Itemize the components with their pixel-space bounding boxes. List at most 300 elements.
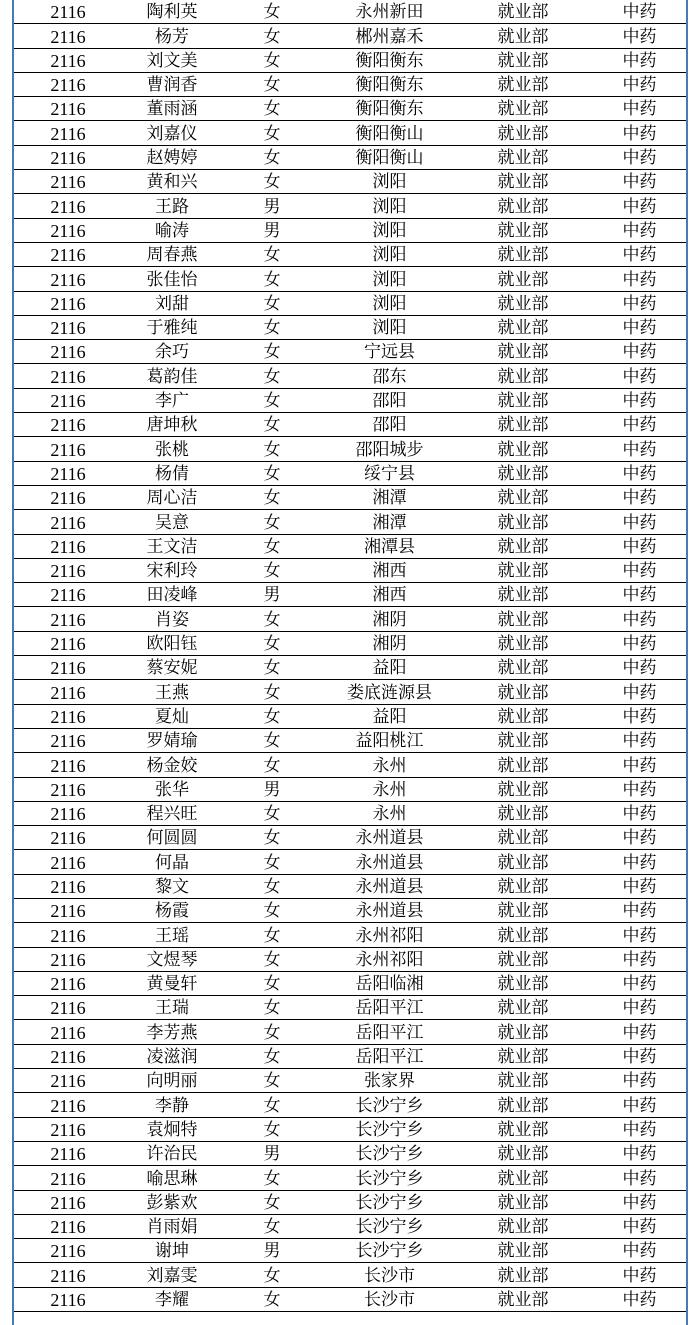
class-cell: 2116 bbox=[14, 1069, 122, 1093]
table-row bbox=[14, 1190, 688, 1214]
origin-cell: 衡阳衡东 bbox=[322, 97, 457, 121]
name-cell: 王文洁 bbox=[122, 534, 222, 558]
class-cell: 2116 bbox=[14, 437, 122, 461]
table-row bbox=[14, 145, 688, 169]
class-cell: 2116 bbox=[14, 971, 122, 995]
name-cell: 曹润香 bbox=[122, 72, 222, 96]
table-row bbox=[14, 364, 688, 388]
major-cell: 中药 bbox=[589, 777, 688, 801]
department-cell: 就业部 bbox=[457, 534, 589, 558]
gender-cell: 男 bbox=[222, 583, 322, 607]
class-cell: 2116 bbox=[14, 607, 122, 631]
gender-cell: 女 bbox=[222, 485, 322, 509]
origin-cell: 长沙宁乡 bbox=[322, 1093, 457, 1117]
department-cell: 就业部 bbox=[457, 1044, 589, 1068]
major-cell: 中药 bbox=[589, 510, 688, 534]
spreadsheet bbox=[12, 0, 688, 1325]
name-cell: 凌滋润 bbox=[122, 1044, 222, 1068]
name-cell: 刘嘉雯 bbox=[122, 1263, 222, 1287]
gender-cell: 男 bbox=[222, 194, 322, 218]
gender-cell: 女 bbox=[222, 72, 322, 96]
table-row bbox=[14, 1166, 688, 1190]
table-row bbox=[14, 437, 688, 461]
table-row bbox=[14, 461, 688, 485]
gender-cell: 女 bbox=[222, 656, 322, 680]
department-cell: 就业部 bbox=[457, 170, 589, 194]
department-cell: 就业部 bbox=[457, 461, 589, 485]
department-cell: 就业部 bbox=[457, 631, 589, 655]
name-cell: 周心洁 bbox=[122, 485, 222, 509]
gender-cell: 女 bbox=[222, 534, 322, 558]
major-cell: 中药 bbox=[589, 170, 688, 194]
class-cell: 2116 bbox=[14, 680, 122, 704]
gender-cell: 女 bbox=[222, 170, 322, 194]
name-cell: 唐坤秋 bbox=[122, 413, 222, 437]
gender-cell: 女 bbox=[222, 1214, 322, 1238]
department-cell: 就业部 bbox=[457, 1069, 589, 1093]
gender-cell: 女 bbox=[222, 898, 322, 922]
origin-cell: 湘阴 bbox=[322, 631, 457, 655]
origin-cell: 衡阳衡山 bbox=[322, 121, 457, 145]
department-cell: 就业部 bbox=[457, 315, 589, 339]
department-cell: 就业部 bbox=[457, 1117, 589, 1141]
gender-cell: 女 bbox=[222, 510, 322, 534]
class-cell: 2116 bbox=[14, 48, 122, 72]
table-row bbox=[14, 1239, 688, 1263]
department-cell: 就业部 bbox=[457, 801, 589, 825]
table-row bbox=[14, 558, 688, 582]
table-row bbox=[14, 413, 688, 437]
name-cell: 罗婧瑜 bbox=[122, 728, 222, 752]
gender-cell: 女 bbox=[222, 923, 322, 947]
department-cell: 就业部 bbox=[457, 1093, 589, 1117]
class-cell: 2116 bbox=[14, 461, 122, 485]
table-row bbox=[14, 218, 688, 242]
department-cell: 就业部 bbox=[457, 850, 589, 874]
table-body bbox=[14, 0, 688, 1312]
name-cell: 杨倩 bbox=[122, 461, 222, 485]
table-row bbox=[14, 850, 688, 874]
department-cell: 就业部 bbox=[457, 485, 589, 509]
class-cell: 2116 bbox=[14, 1239, 122, 1263]
department-cell: 就业部 bbox=[457, 437, 589, 461]
table-row bbox=[14, 680, 688, 704]
table-row bbox=[14, 1214, 688, 1238]
department-cell: 就业部 bbox=[457, 48, 589, 72]
gender-cell: 女 bbox=[222, 121, 322, 145]
class-cell: 2116 bbox=[14, 753, 122, 777]
origin-cell: 浏阳 bbox=[322, 242, 457, 266]
name-cell: 吴意 bbox=[122, 510, 222, 534]
gender-cell: 女 bbox=[222, 1287, 322, 1311]
class-cell: 2116 bbox=[14, 728, 122, 752]
department-cell: 就业部 bbox=[457, 728, 589, 752]
class-cell: 2116 bbox=[14, 801, 122, 825]
major-cell: 中药 bbox=[589, 656, 688, 680]
class-cell: 2116 bbox=[14, 850, 122, 874]
department-cell: 就业部 bbox=[457, 947, 589, 971]
gender-cell: 女 bbox=[222, 728, 322, 752]
department-cell: 就业部 bbox=[457, 826, 589, 850]
table-row bbox=[14, 194, 688, 218]
department-cell: 就业部 bbox=[457, 97, 589, 121]
origin-cell: 邵阳 bbox=[322, 413, 457, 437]
name-cell: 田凌峰 bbox=[122, 583, 222, 607]
class-cell: 2116 bbox=[14, 558, 122, 582]
class-cell: 2116 bbox=[14, 145, 122, 169]
class-cell: 2116 bbox=[14, 874, 122, 898]
class-cell: 2116 bbox=[14, 704, 122, 728]
department-cell: 就业部 bbox=[457, 704, 589, 728]
origin-cell: 郴州嘉禾 bbox=[322, 24, 457, 48]
table-row bbox=[14, 898, 688, 922]
major-cell: 中药 bbox=[589, 947, 688, 971]
department-cell: 就业部 bbox=[457, 1190, 589, 1214]
major-cell: 中药 bbox=[589, 898, 688, 922]
major-cell: 中药 bbox=[589, 1263, 688, 1287]
gender-cell: 女 bbox=[222, 996, 322, 1020]
origin-cell: 长沙宁乡 bbox=[322, 1239, 457, 1263]
table-row bbox=[14, 607, 688, 631]
class-cell: 2116 bbox=[14, 340, 122, 364]
gender-cell: 女 bbox=[222, 1020, 322, 1044]
class-cell: 2116 bbox=[14, 194, 122, 218]
table-row bbox=[14, 777, 688, 801]
major-cell: 中药 bbox=[589, 1214, 688, 1238]
department-cell: 就业部 bbox=[457, 1141, 589, 1165]
gender-cell: 女 bbox=[222, 1069, 322, 1093]
gender-cell: 男 bbox=[222, 218, 322, 242]
name-cell: 黄曼轩 bbox=[122, 971, 222, 995]
major-cell: 中药 bbox=[589, 1093, 688, 1117]
department-cell: 就业部 bbox=[457, 1020, 589, 1044]
origin-cell: 邵阳 bbox=[322, 388, 457, 412]
major-cell: 中药 bbox=[589, 413, 688, 437]
origin-cell: 张家界 bbox=[322, 1069, 457, 1093]
name-cell: 王瑶 bbox=[122, 923, 222, 947]
name-cell: 王瑞 bbox=[122, 996, 222, 1020]
department-cell: 就业部 bbox=[457, 510, 589, 534]
class-cell: 2116 bbox=[14, 1093, 122, 1117]
table-row bbox=[14, 971, 688, 995]
table-row bbox=[14, 631, 688, 655]
class-cell: 2116 bbox=[14, 0, 122, 24]
department-cell: 就业部 bbox=[457, 291, 589, 315]
origin-cell: 长沙市 bbox=[322, 1263, 457, 1287]
name-cell: 向明丽 bbox=[122, 1069, 222, 1093]
major-cell: 中药 bbox=[589, 145, 688, 169]
name-cell: 黄和兴 bbox=[122, 170, 222, 194]
gender-cell: 女 bbox=[222, 48, 322, 72]
name-cell: 张桃 bbox=[122, 437, 222, 461]
major-cell: 中药 bbox=[589, 874, 688, 898]
major-cell: 中药 bbox=[589, 631, 688, 655]
name-cell: 喻思琳 bbox=[122, 1166, 222, 1190]
origin-cell: 永州祁阳 bbox=[322, 923, 457, 947]
table-row bbox=[14, 24, 688, 48]
major-cell: 中药 bbox=[589, 1287, 688, 1311]
gender-cell: 女 bbox=[222, 145, 322, 169]
major-cell: 中药 bbox=[589, 1141, 688, 1165]
name-cell: 张华 bbox=[122, 777, 222, 801]
table-row bbox=[14, 947, 688, 971]
major-cell: 中药 bbox=[589, 1044, 688, 1068]
class-cell: 2116 bbox=[14, 267, 122, 291]
department-cell: 就业部 bbox=[457, 874, 589, 898]
origin-cell: 宁远县 bbox=[322, 340, 457, 364]
class-cell: 2116 bbox=[14, 242, 122, 266]
department-cell: 就业部 bbox=[457, 242, 589, 266]
class-cell: 2116 bbox=[14, 24, 122, 48]
class-cell: 2116 bbox=[14, 1190, 122, 1214]
gender-cell: 女 bbox=[222, 801, 322, 825]
origin-cell: 浏阳 bbox=[322, 218, 457, 242]
origin-cell: 长沙宁乡 bbox=[322, 1214, 457, 1238]
name-cell: 谢坤 bbox=[122, 1239, 222, 1263]
origin-cell: 永州 bbox=[322, 753, 457, 777]
major-cell: 中药 bbox=[589, 48, 688, 72]
major-cell: 中药 bbox=[589, 1166, 688, 1190]
gender-cell: 女 bbox=[222, 753, 322, 777]
name-cell: 王燕 bbox=[122, 680, 222, 704]
class-cell: 2116 bbox=[14, 1044, 122, 1068]
origin-cell: 益阳 bbox=[322, 704, 457, 728]
major-cell: 中药 bbox=[589, 971, 688, 995]
major-cell: 中药 bbox=[589, 485, 688, 509]
table-row bbox=[14, 267, 688, 291]
origin-cell: 永州道县 bbox=[322, 898, 457, 922]
class-cell: 2116 bbox=[14, 364, 122, 388]
major-cell: 中药 bbox=[589, 680, 688, 704]
gender-cell: 女 bbox=[222, 1263, 322, 1287]
origin-cell: 长沙宁乡 bbox=[322, 1117, 457, 1141]
major-cell: 中药 bbox=[589, 1239, 688, 1263]
gender-cell: 女 bbox=[222, 558, 322, 582]
table-row bbox=[14, 315, 688, 339]
name-cell: 于雅纯 bbox=[122, 315, 222, 339]
table-row bbox=[14, 1117, 688, 1141]
major-cell: 中药 bbox=[589, 1069, 688, 1093]
gender-cell: 女 bbox=[222, 340, 322, 364]
name-cell: 赵娉婷 bbox=[122, 145, 222, 169]
department-cell: 就业部 bbox=[457, 583, 589, 607]
gender-cell: 女 bbox=[222, 267, 322, 291]
origin-cell: 衡阳衡东 bbox=[322, 72, 457, 96]
origin-cell: 浏阳 bbox=[322, 170, 457, 194]
origin-cell: 长沙宁乡 bbox=[322, 1141, 457, 1165]
table-row bbox=[14, 996, 688, 1020]
gender-cell: 女 bbox=[222, 291, 322, 315]
table-row bbox=[14, 121, 688, 145]
origin-cell: 长沙市 bbox=[322, 1287, 457, 1311]
class-cell: 2116 bbox=[14, 510, 122, 534]
department-cell: 就业部 bbox=[457, 364, 589, 388]
origin-cell: 永州 bbox=[322, 777, 457, 801]
department-cell: 就业部 bbox=[457, 388, 589, 412]
origin-cell: 衡阳衡东 bbox=[322, 48, 457, 72]
origin-cell: 永州祁阳 bbox=[322, 947, 457, 971]
department-cell: 就业部 bbox=[457, 923, 589, 947]
origin-cell: 湘西 bbox=[322, 558, 457, 582]
major-cell: 中药 bbox=[589, 704, 688, 728]
table-row bbox=[14, 801, 688, 825]
table-row bbox=[14, 340, 688, 364]
class-cell: 2116 bbox=[14, 485, 122, 509]
name-cell: 周春燕 bbox=[122, 242, 222, 266]
table-row bbox=[14, 583, 688, 607]
gender-cell: 女 bbox=[222, 315, 322, 339]
origin-cell: 岳阳平江 bbox=[322, 1044, 457, 1068]
gender-cell: 女 bbox=[222, 680, 322, 704]
name-cell: 李芳燕 bbox=[122, 1020, 222, 1044]
major-cell: 中药 bbox=[589, 364, 688, 388]
gender-cell: 女 bbox=[222, 461, 322, 485]
major-cell: 中药 bbox=[589, 826, 688, 850]
table-row bbox=[14, 1020, 688, 1044]
origin-cell: 永州新田 bbox=[322, 0, 457, 24]
class-cell: 2116 bbox=[14, 170, 122, 194]
name-cell: 何晶 bbox=[122, 850, 222, 874]
name-cell: 喻涛 bbox=[122, 218, 222, 242]
gender-cell: 女 bbox=[222, 947, 322, 971]
table-row bbox=[14, 97, 688, 121]
major-cell: 中药 bbox=[589, 340, 688, 364]
origin-cell: 永州道县 bbox=[322, 874, 457, 898]
department-cell: 就业部 bbox=[457, 558, 589, 582]
name-cell: 杨霞 bbox=[122, 898, 222, 922]
gender-cell: 女 bbox=[222, 1166, 322, 1190]
class-cell: 2116 bbox=[14, 72, 122, 96]
class-cell: 2116 bbox=[14, 656, 122, 680]
origin-cell: 湘潭县 bbox=[322, 534, 457, 558]
class-cell: 2116 bbox=[14, 291, 122, 315]
major-cell: 中药 bbox=[589, 996, 688, 1020]
department-cell: 就业部 bbox=[457, 218, 589, 242]
table-row bbox=[14, 728, 688, 752]
department-cell: 就业部 bbox=[457, 413, 589, 437]
major-cell: 中药 bbox=[589, 242, 688, 266]
origin-cell: 浏阳 bbox=[322, 315, 457, 339]
class-cell: 2116 bbox=[14, 898, 122, 922]
department-cell: 就业部 bbox=[457, 898, 589, 922]
gender-cell: 女 bbox=[222, 24, 322, 48]
origin-cell: 浏阳 bbox=[322, 194, 457, 218]
major-cell: 中药 bbox=[589, 194, 688, 218]
origin-cell: 绥宁县 bbox=[322, 461, 457, 485]
department-cell: 就业部 bbox=[457, 1287, 589, 1311]
origin-cell: 岳阳平江 bbox=[322, 1020, 457, 1044]
origin-cell: 湘潭 bbox=[322, 510, 457, 534]
name-cell: 葛韵佳 bbox=[122, 364, 222, 388]
origin-cell: 湘西 bbox=[322, 583, 457, 607]
name-cell: 刘甜 bbox=[122, 291, 222, 315]
major-cell: 中药 bbox=[589, 267, 688, 291]
table-row bbox=[14, 1141, 688, 1165]
table-row bbox=[14, 874, 688, 898]
major-cell: 中药 bbox=[589, 437, 688, 461]
class-cell: 2116 bbox=[14, 1166, 122, 1190]
name-cell: 肖雨娟 bbox=[122, 1214, 222, 1238]
major-cell: 中药 bbox=[589, 291, 688, 315]
department-cell: 就业部 bbox=[457, 267, 589, 291]
department-cell: 就业部 bbox=[457, 656, 589, 680]
department-cell: 就业部 bbox=[457, 1263, 589, 1287]
major-cell: 中药 bbox=[589, 850, 688, 874]
class-cell: 2116 bbox=[14, 583, 122, 607]
table-row bbox=[14, 1263, 688, 1287]
name-cell: 袁炯特 bbox=[122, 1117, 222, 1141]
gender-cell: 女 bbox=[222, 1190, 322, 1214]
major-cell: 中药 bbox=[589, 923, 688, 947]
department-cell: 就业部 bbox=[457, 340, 589, 364]
gender-cell: 女 bbox=[222, 607, 322, 631]
table-row bbox=[14, 388, 688, 412]
origin-cell: 湘阴 bbox=[322, 607, 457, 631]
name-cell: 董雨涵 bbox=[122, 97, 222, 121]
class-cell: 2116 bbox=[14, 388, 122, 412]
class-cell: 2116 bbox=[14, 826, 122, 850]
department-cell: 就业部 bbox=[457, 753, 589, 777]
origin-cell: 邵阳城步 bbox=[322, 437, 457, 461]
major-cell: 中药 bbox=[589, 315, 688, 339]
class-cell: 2116 bbox=[14, 1263, 122, 1287]
name-cell: 刘嘉仪 bbox=[122, 121, 222, 145]
origin-cell: 湘潭 bbox=[322, 485, 457, 509]
department-cell: 就业部 bbox=[457, 1166, 589, 1190]
table-row bbox=[14, 0, 688, 24]
gender-cell: 女 bbox=[222, 1044, 322, 1068]
table-row bbox=[14, 826, 688, 850]
origin-cell: 衡阳衡山 bbox=[322, 145, 457, 169]
class-cell: 2116 bbox=[14, 534, 122, 558]
origin-cell: 永州道县 bbox=[322, 826, 457, 850]
name-cell: 欧阳钰 bbox=[122, 631, 222, 655]
name-cell: 黎文 bbox=[122, 874, 222, 898]
name-cell: 蔡安妮 bbox=[122, 656, 222, 680]
table-row bbox=[14, 485, 688, 509]
major-cell: 中药 bbox=[589, 72, 688, 96]
gender-cell: 女 bbox=[222, 388, 322, 412]
table-row bbox=[14, 510, 688, 534]
class-cell: 2116 bbox=[14, 996, 122, 1020]
table-row bbox=[14, 48, 688, 72]
department-cell: 就业部 bbox=[457, 194, 589, 218]
gender-cell: 女 bbox=[222, 437, 322, 461]
name-cell: 李耀 bbox=[122, 1287, 222, 1311]
department-cell: 就业部 bbox=[457, 777, 589, 801]
table-row bbox=[14, 923, 688, 947]
department-cell: 就业部 bbox=[457, 0, 589, 24]
table-row bbox=[14, 753, 688, 777]
name-cell: 张佳怡 bbox=[122, 267, 222, 291]
table-row bbox=[14, 1069, 688, 1093]
table-row bbox=[14, 656, 688, 680]
class-cell: 2116 bbox=[14, 121, 122, 145]
gender-cell: 女 bbox=[222, 874, 322, 898]
student-table bbox=[14, 0, 688, 1312]
origin-cell: 永州道县 bbox=[322, 850, 457, 874]
origin-cell: 益阳 bbox=[322, 656, 457, 680]
origin-cell: 岳阳平江 bbox=[322, 996, 457, 1020]
major-cell: 中药 bbox=[589, 558, 688, 582]
gender-cell: 女 bbox=[222, 850, 322, 874]
gender-cell: 女 bbox=[222, 97, 322, 121]
name-cell: 许治民 bbox=[122, 1141, 222, 1165]
name-cell: 李广 bbox=[122, 388, 222, 412]
major-cell: 中药 bbox=[589, 1020, 688, 1044]
name-cell: 夏灿 bbox=[122, 704, 222, 728]
name-cell: 李静 bbox=[122, 1093, 222, 1117]
